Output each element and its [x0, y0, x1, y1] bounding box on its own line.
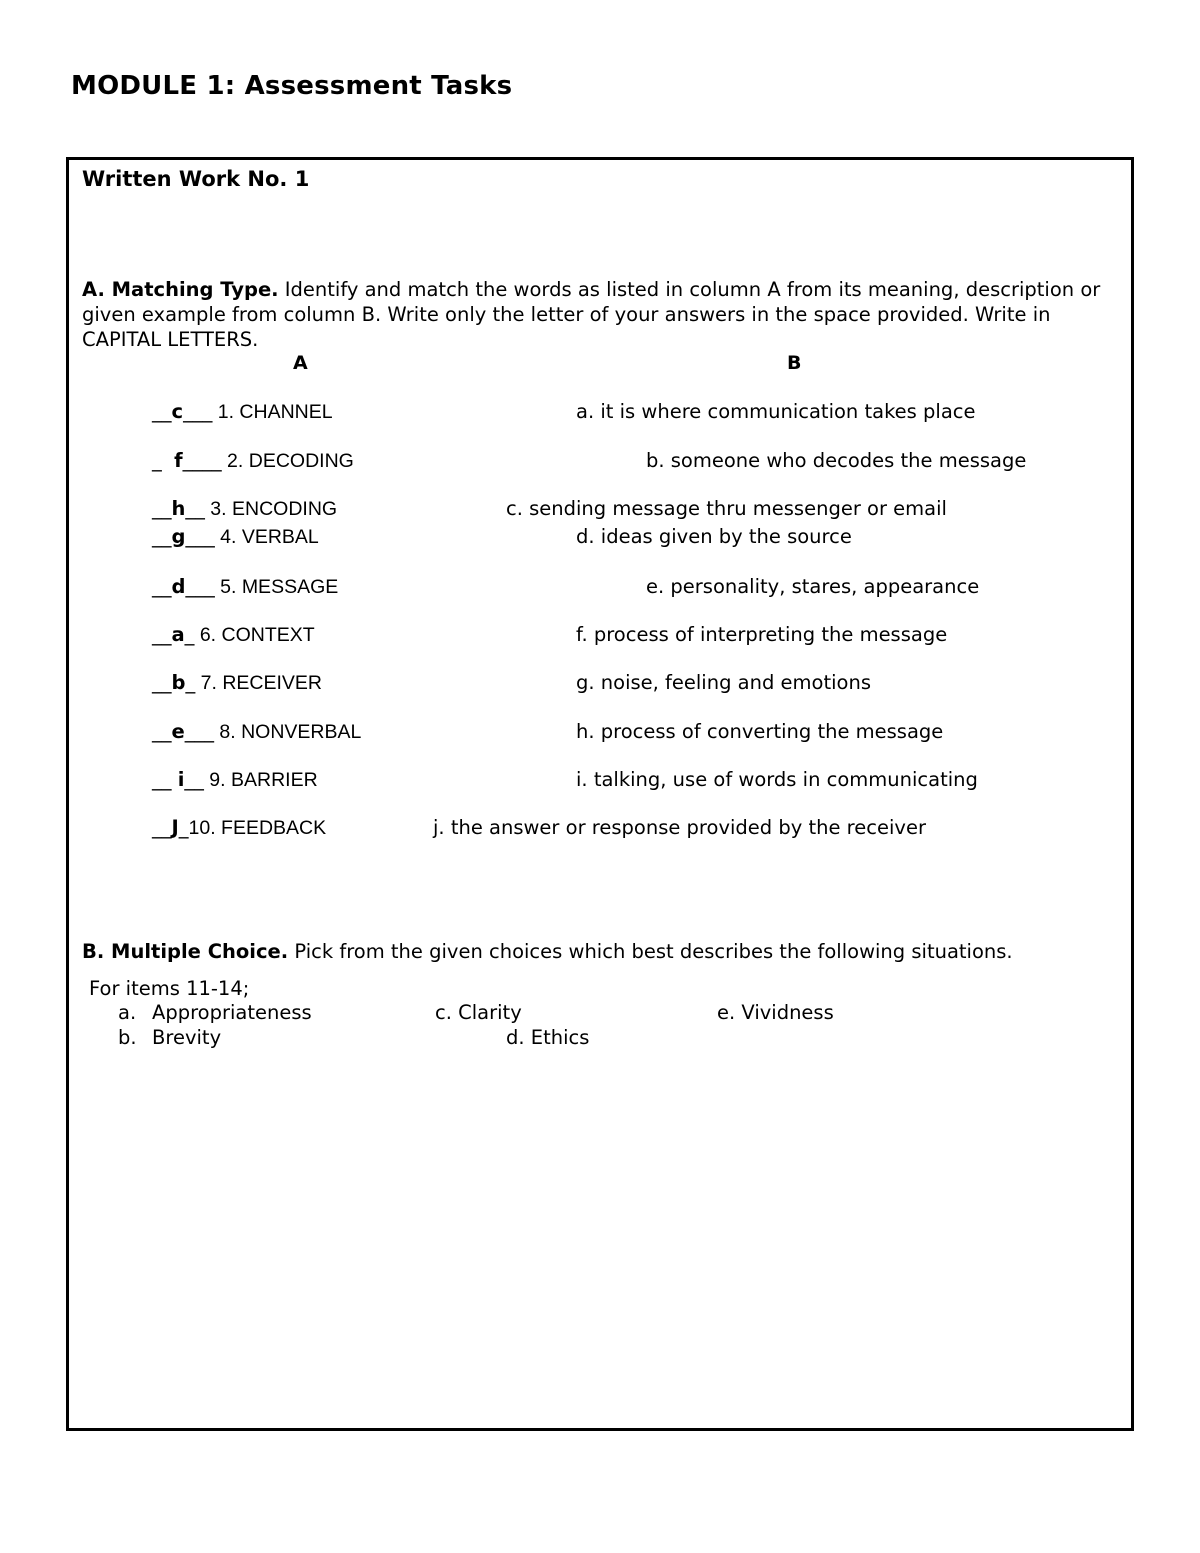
answer-blank[interactable]: __ i__: [152, 768, 204, 791]
matching-item-3: [152, 497, 337, 521]
matching-item-9: [152, 768, 318, 792]
answer-blank[interactable]: __J_: [152, 816, 189, 839]
term-label: 7. RECEIVER: [195, 672, 323, 694]
answer-blank[interactable]: __e___: [152, 720, 214, 743]
section-b-instructions: [82, 940, 1013, 963]
answer-blank[interactable]: __g___: [152, 525, 215, 548]
section-a-instructions: [82, 277, 1117, 352]
term-label: 10. FEEDBACK: [188, 817, 327, 839]
answer-blank[interactable]: __c___: [152, 400, 213, 423]
definition-d: d. ideas given by the source: [576, 525, 852, 548]
choice-a: a. Appropriateness: [118, 1001, 312, 1024]
term-label: 5. MESSAGE: [214, 576, 339, 598]
answer-blank[interactable]: _ f____: [152, 449, 222, 472]
definition-g: g. noise, feeling and emotions: [576, 671, 871, 694]
term-label: 2. DECODING: [221, 450, 354, 472]
term-label: 4. VERBAL: [214, 526, 319, 548]
section-a-heading: A. Matching Type.: [82, 278, 279, 301]
definition-e: e. personality, stares, appearance: [646, 575, 980, 598]
page-title: MODULE 1: Assessment Tasks: [71, 71, 513, 101]
matching-item-10: [152, 816, 326, 840]
choice-b: b. Brevity: [118, 1026, 222, 1049]
section-b-subheading: For items 11-14;: [89, 977, 250, 1000]
answer-blank[interactable]: __h__: [152, 497, 205, 520]
definition-a: a. it is where communication takes place: [576, 400, 976, 423]
term-label: 6. CONTEXT: [194, 624, 315, 646]
matching-item-7: [152, 671, 322, 695]
matching-item-2: [152, 449, 354, 473]
matching-item-8: [152, 720, 361, 744]
term-label: 9. BARRIER: [203, 769, 318, 791]
matching-item-4: [152, 525, 319, 549]
term-label: 8. NONVERBAL: [213, 721, 362, 743]
answer-blank[interactable]: __b_: [152, 671, 196, 694]
definition-f: f. process of interpreting the message: [576, 623, 948, 646]
choice-c: c. Clarity: [435, 1001, 522, 1024]
answer-blank[interactable]: __d___: [152, 575, 215, 598]
section-a-instructions-text: Identify and match the words as listed in column A from its meaning, description or given example from column B. Write only the letter of your answers in the space provided. Write in CAPITAL LETTERS.: [82, 278, 1101, 351]
section-b-heading: B. Multiple Choice.: [82, 940, 289, 963]
section-b-instructions-text: Pick from the given choices which best describes the following situations.: [288, 940, 1013, 963]
term-label: 1. CHANNEL: [212, 401, 333, 423]
matching-item-1: [152, 400, 333, 424]
definition-b: b. someone who decodes the message: [646, 449, 1027, 472]
choice-e: e. Vividness: [717, 1001, 834, 1024]
term-label: 3. ENCODING: [204, 498, 338, 520]
column-b-header: B: [787, 352, 802, 374]
definition-i: i. talking, use of words in communicating: [576, 768, 978, 791]
choice-d: d. Ethics: [506, 1026, 590, 1049]
definition-c: c. sending message thru messenger or email: [506, 497, 947, 520]
column-a-header: A: [293, 352, 308, 374]
matching-item-6: [152, 623, 315, 647]
written-work-title: Written Work No. 1: [82, 167, 310, 191]
matching-item-5: [152, 575, 338, 599]
answer-blank[interactable]: __a_: [152, 623, 195, 646]
definition-h: h. process of converting the message: [576, 720, 944, 743]
definition-j: j. the answer or response provided by the receiver: [433, 816, 926, 839]
